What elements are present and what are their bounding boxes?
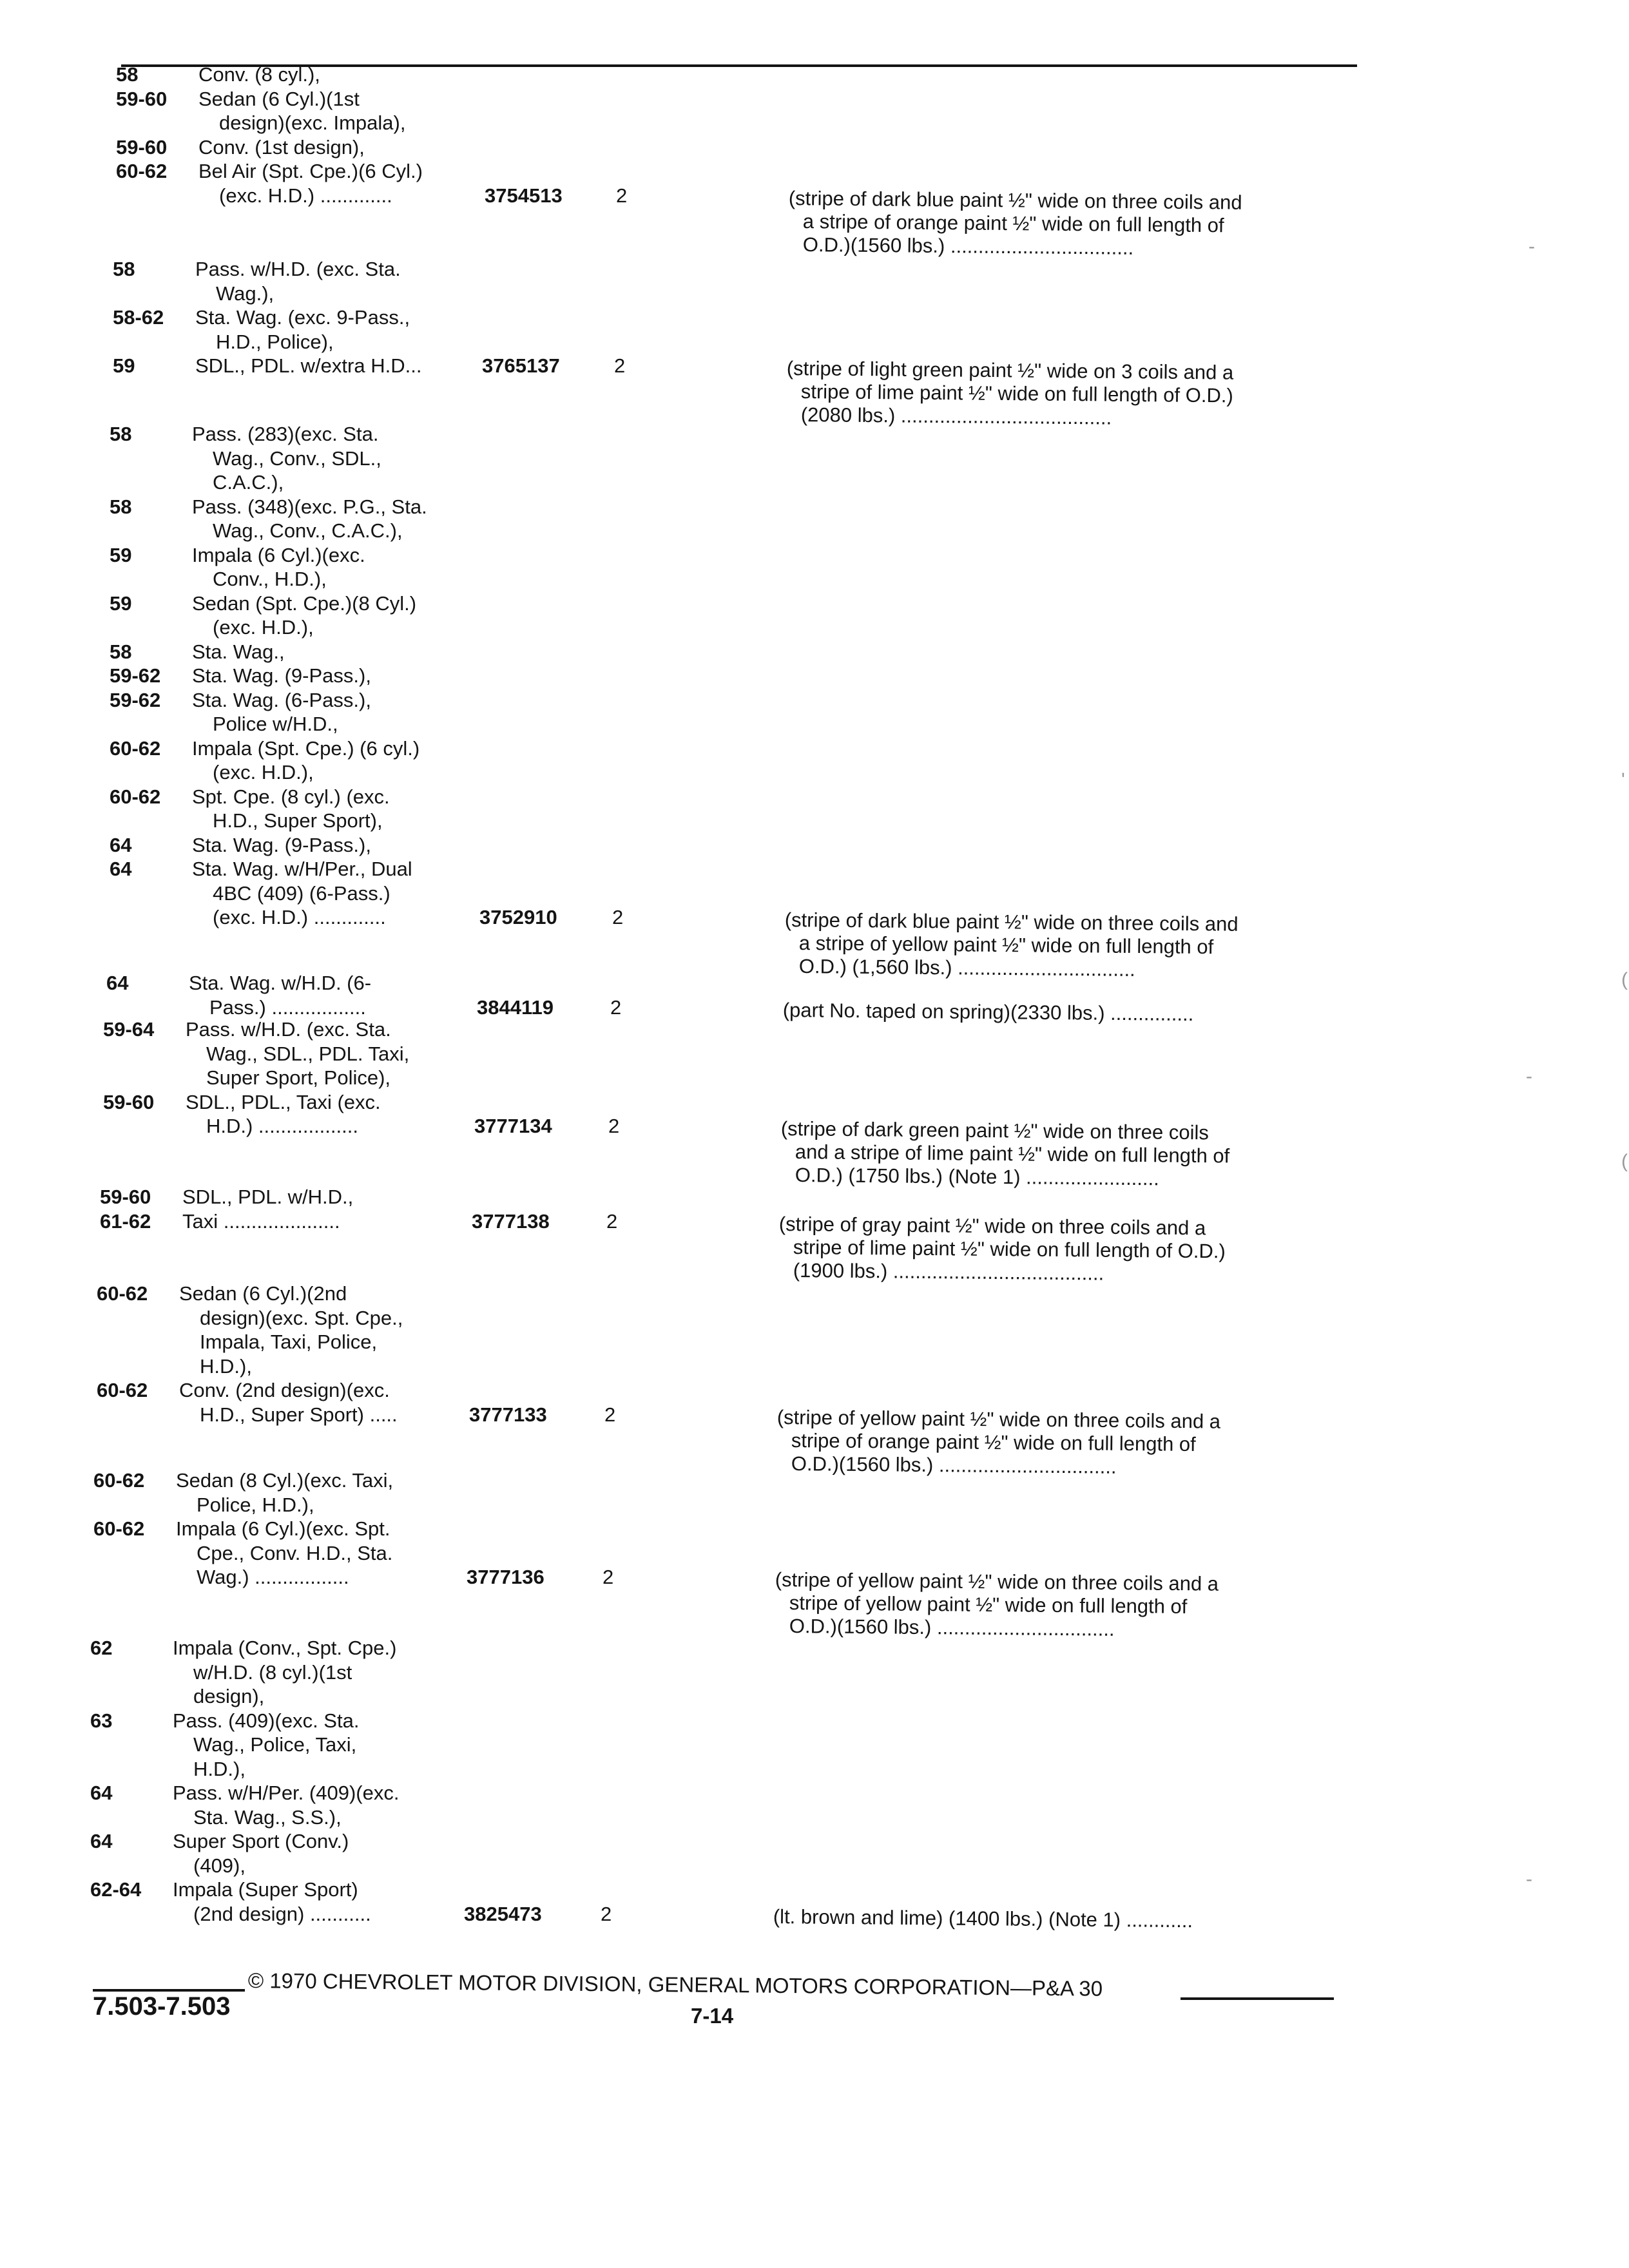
part-number: 3777133 xyxy=(469,1403,547,1426)
model-year: 59 xyxy=(110,591,132,615)
model-year: 64 xyxy=(106,972,129,994)
model-year: 62 xyxy=(90,1637,113,1659)
page-number: 7-14 xyxy=(691,2004,734,2028)
spring-description: (stripe of gray paint ½" wide on three coils and a xyxy=(778,1212,1206,1239)
model-year: 59 xyxy=(113,354,135,377)
application-continuation: Police w/H.D., xyxy=(213,713,338,735)
copyright-line: © 1970 CHEVROLET MOTOR DIVISION, GENERAL MOTORS CORPORATION—P&A 30 xyxy=(247,1968,1103,2001)
footer-rule-right xyxy=(1181,1997,1334,2000)
model-year: 58 xyxy=(110,495,132,518)
model-year: 59-60 xyxy=(116,135,168,159)
margin-mark: ( xyxy=(1621,1151,1628,1172)
application-continuation: Wag.) ................. xyxy=(197,1566,349,1588)
model-year: 61-62 xyxy=(100,1209,151,1233)
part-number: 3777136 xyxy=(467,1566,545,1588)
spring-description-continuation: stripe of orange paint ½" wide on full length of xyxy=(791,1428,1196,1456)
model-year: 64 xyxy=(90,1830,113,1852)
spring-description-continuation: stripe of lime paint ½" wide on full length of O.D.) xyxy=(793,1235,1226,1262)
application-description: Sta. Wag. (6-Pass.), xyxy=(192,688,371,711)
quantity: 2 xyxy=(614,354,626,377)
model-year: 58 xyxy=(116,63,139,86)
spring-description: (stripe of dark blue paint ½" wide on three coils and xyxy=(784,908,1239,936)
application-continuation: H.D.), xyxy=(200,1354,252,1378)
part-number: 3825473 xyxy=(464,1902,542,1925)
model-year: 59-60 xyxy=(116,87,168,110)
spring-description-continuation: O.D.)(1560 lbs.) ................................ xyxy=(789,1615,1115,1640)
model-year: 64 xyxy=(110,833,132,856)
application-description: Pass. w/H.D. (exc. Sta. xyxy=(195,258,401,280)
margin-mark: ' xyxy=(1621,769,1625,791)
application-description: Conv. (1st design), xyxy=(198,135,365,159)
application-description: Pass. (348)(exc. P.G., Sta. xyxy=(192,495,427,518)
margin-mark: - xyxy=(1526,1066,1532,1087)
application-continuation: Cpe., Conv. H.D., Sta. xyxy=(197,1541,393,1564)
application-description: SDL., PDL. w/extra H.D... xyxy=(195,354,422,377)
application-description: Sta. Wag., xyxy=(192,640,285,663)
part-number: 3844119 xyxy=(477,995,554,1019)
spring-description-continuation: O.D.)(1560 lbs.) ................................. xyxy=(802,233,1134,259)
application-continuation: C.A.C.), xyxy=(213,471,284,494)
model-year: 58 xyxy=(113,258,135,280)
model-year: 62-64 xyxy=(90,1878,142,1901)
model-year: 59-60 xyxy=(100,1186,151,1208)
application-continuation: Super Sport, Police), xyxy=(206,1066,391,1089)
application-description: Conv. (8 cyl.), xyxy=(198,63,320,86)
spring-description: (stripe of dark blue paint ½" wide on three coils and xyxy=(788,186,1242,214)
quantity: 2 xyxy=(616,184,628,207)
application-continuation: Police, H.D.), xyxy=(197,1493,314,1516)
margin-mark: ( xyxy=(1621,969,1628,990)
application-description: Impala (Spt. Cpe.) (6 cyl.) xyxy=(192,736,420,760)
application-description: Pass. w/H.D. (exc. Sta. xyxy=(186,1018,391,1041)
application-description: Pass. w/H/Per. (409)(exc. xyxy=(173,1782,400,1804)
application-continuation: (2nd design) ........... xyxy=(193,1902,371,1925)
spring-description-continuation: O.D.) (1,560 lbs.) ................................ xyxy=(798,955,1135,981)
application-description: Sedan (6 Cyl.)(2nd xyxy=(179,1282,347,1305)
model-year: 59-62 xyxy=(110,688,161,711)
model-year: 59 xyxy=(110,543,132,566)
quantity: 2 xyxy=(610,995,622,1019)
application-description: Sta. Wag. (exc. 9-Pass., xyxy=(195,306,410,329)
part-number: 3777134 xyxy=(474,1115,552,1137)
application-description: Impala (6 Cyl.)(exc. xyxy=(192,543,365,566)
model-year: 60-62 xyxy=(110,785,161,808)
application-continuation: Impala, Taxi, Police, xyxy=(200,1331,378,1353)
application-continuation: H.D., Super Sport), xyxy=(213,809,383,832)
part-number: 3777138 xyxy=(472,1209,550,1233)
application-continuation: (exc. H.D.), xyxy=(213,761,314,783)
application-continuation: design)(exc. Impala), xyxy=(219,111,406,134)
application-continuation: (409), xyxy=(193,1854,246,1877)
part-number: 3754513 xyxy=(485,184,563,207)
model-year: 60-62 xyxy=(93,1469,145,1492)
application-continuation: Conv., H.D.), xyxy=(213,568,327,590)
application-continuation: Wag., Conv., C.A.C.), xyxy=(213,519,403,542)
application-description: Super Sport (Conv.) xyxy=(173,1830,349,1852)
quantity: 2 xyxy=(604,1403,616,1426)
spring-description: (stripe of dark green paint ½" wide on three coils xyxy=(780,1117,1210,1144)
model-year: 58-62 xyxy=(113,306,164,329)
application-continuation: H.D., Police), xyxy=(216,330,334,353)
model-year: 64 xyxy=(110,858,132,880)
model-year: 60-62 xyxy=(116,160,168,182)
application-description: Bel Air (Spt. Cpe.)(6 Cyl.) xyxy=(198,160,423,182)
spring-description-continuation: (2080 lbs.) ...................................... xyxy=(800,403,1112,429)
application-continuation: w/H.D. (8 cyl.)(1st xyxy=(193,1660,352,1684)
application-continuation: Sta. Wag., S.S.), xyxy=(193,1805,342,1829)
application-description: Sta. Wag. w/H.D. (6- xyxy=(189,972,372,994)
application-description: Spt. Cpe. (8 cyl.) (exc. xyxy=(192,785,390,808)
application-description: Sta. Wag. (9-Pass.), xyxy=(192,833,371,856)
application-description: SDL., PDL., Taxi (exc. xyxy=(186,1090,381,1113)
quantity: 2 xyxy=(606,1209,618,1233)
application-description: Pass. (409)(exc. Sta. xyxy=(173,1709,360,1732)
model-year: 60-62 xyxy=(97,1282,148,1305)
quantity: 2 xyxy=(608,1115,620,1137)
application-description: SDL., PDL. w/H.D., xyxy=(182,1186,354,1208)
model-year: 58 xyxy=(110,640,132,663)
quantity: 2 xyxy=(602,1566,614,1588)
spring-description-continuation: stripe of yellow paint ½" wide on full length of xyxy=(789,1591,1188,1618)
quantity: 2 xyxy=(612,906,624,928)
application-continuation: 4BC (409) (6-Pass.) xyxy=(213,881,390,905)
quantity: 2 xyxy=(601,1902,612,1925)
spring-description: (part No. taped on spring)(2330 lbs.) ............... xyxy=(782,998,1194,1025)
application-continuation: H.D.) .................. xyxy=(206,1115,358,1137)
application-continuation: Wag., Conv., SDL., xyxy=(213,447,381,470)
spring-description: (lt. brown and lime) (1400 lbs.) (Note 1) ............ xyxy=(773,1905,1193,1932)
application-continuation: design)(exc. Spt. Cpe., xyxy=(200,1306,403,1329)
spring-description: (stripe of yellow paint ½" wide on three coils and a xyxy=(776,1405,1221,1433)
spring-description-continuation: O.D.) (1750 lbs.) (Note 1) ........................ xyxy=(795,1164,1160,1190)
application-continuation: design), xyxy=(193,1685,265,1707)
application-continuation: H.D., Super Sport) ..... xyxy=(200,1403,398,1426)
application-description: Impala (6 Cyl.)(exc. Spt. xyxy=(176,1517,390,1540)
model-year: 60-62 xyxy=(97,1379,148,1401)
part-number: 3765137 xyxy=(482,354,560,377)
application-description: Pass. (283)(exc. Sta. xyxy=(192,423,379,445)
application-description: Impala (Conv., Spt. Cpe.) xyxy=(173,1637,397,1659)
spring-description-continuation: a stripe of orange paint ½" wide on full length of xyxy=(802,209,1224,236)
spring-description-continuation: O.D.)(1560 lbs.) ................................ xyxy=(791,1452,1117,1478)
spring-description-continuation: and a stripe of lime paint ½" wide on full length of xyxy=(795,1140,1230,1168)
model-year: 60-62 xyxy=(110,736,161,760)
footer-rule-left xyxy=(93,1989,245,1992)
spring-description-continuation: (1900 lbs.) ...................................... xyxy=(793,1258,1104,1285)
spring-description: (stripe of yellow paint ½" wide on three coils and a xyxy=(775,1568,1219,1595)
page-section-code: 7.503-7.503 xyxy=(93,1992,231,2021)
margin-mark: - xyxy=(1526,1869,1532,1890)
application-continuation: H.D.), xyxy=(193,1757,246,1780)
spring-description-continuation: a stripe of yellow paint ½" wide on full length of xyxy=(798,932,1214,959)
application-description: Sedan (Spt. Cpe.)(8 Cyl.) xyxy=(192,591,417,615)
model-year: 60-62 xyxy=(93,1517,145,1540)
model-year: 59-62 xyxy=(110,664,161,687)
application-continuation: Wag., Police, Taxi, xyxy=(193,1733,357,1756)
model-year: 59-60 xyxy=(103,1090,155,1113)
model-year: 58 xyxy=(110,423,132,445)
application-description: Sta. Wag. (9-Pass.), xyxy=(192,664,371,687)
spring-description-continuation: stripe of lime paint ½" wide on full length of O.D.) xyxy=(800,380,1233,407)
application-continuation: (exc. H.D.) ............. xyxy=(219,184,392,207)
application-continuation: Wag., SDL., PDL. Taxi, xyxy=(206,1042,410,1065)
application-description: Sta. Wag. w/H/Per., Dual xyxy=(192,858,412,880)
model-year: 59-64 xyxy=(103,1018,155,1041)
application-continuation: (exc. H.D.), xyxy=(213,616,314,639)
model-year: 63 xyxy=(90,1709,113,1732)
application-description: Sedan (6 Cyl.)(1st xyxy=(198,87,360,110)
application-continuation: Wag.), xyxy=(216,282,275,305)
application-description: Taxi ..................... xyxy=(182,1209,340,1233)
application-continuation: (exc. H.D.) ............. xyxy=(213,906,386,928)
application-description: Impala (Super Sport) xyxy=(173,1878,358,1901)
part-number: 3752910 xyxy=(479,906,557,928)
application-continuation: Pass.) ................. xyxy=(209,995,366,1019)
model-year: 64 xyxy=(90,1782,113,1804)
application-description: Sedan (8 Cyl.)(exc. Taxi, xyxy=(176,1469,394,1492)
spring-description: (stripe of light green paint ½" wide on 3 coils and a xyxy=(786,357,1234,384)
margin-mark: - xyxy=(1528,236,1535,257)
application-description: Conv. (2nd design)(exc. xyxy=(179,1379,390,1401)
